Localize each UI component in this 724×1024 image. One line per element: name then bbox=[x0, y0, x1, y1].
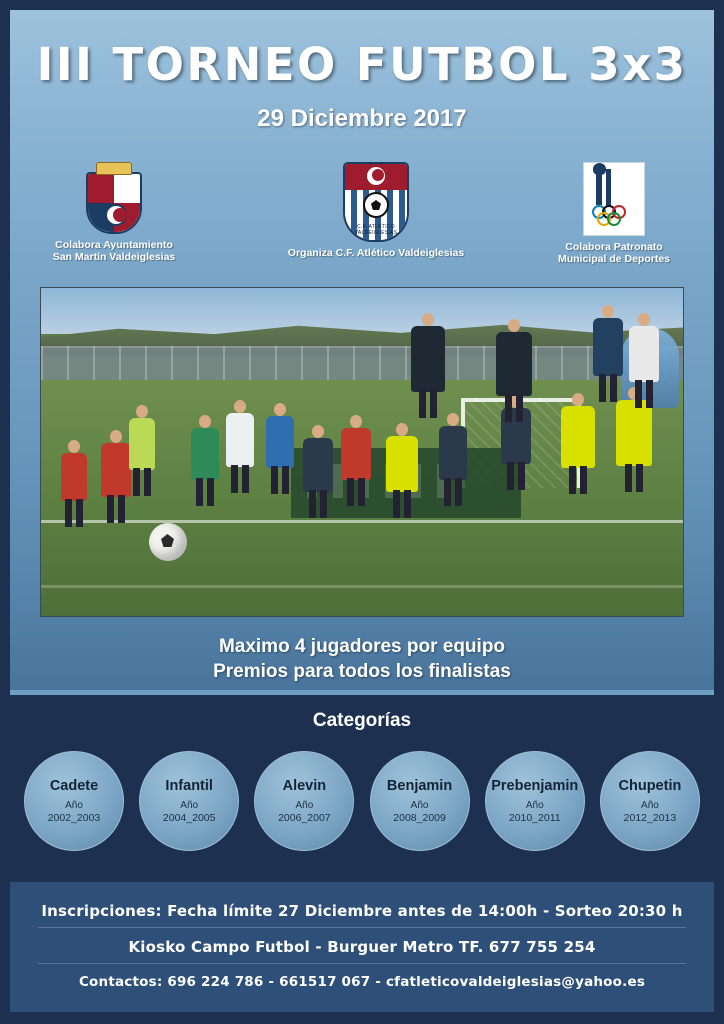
category-years: 2002_2003 bbox=[47, 811, 101, 824]
category-years: 2008_2009 bbox=[393, 811, 446, 824]
footer-divider bbox=[38, 963, 686, 964]
categories-heading: Categorías bbox=[312, 710, 412, 731]
sponsor-patronato bbox=[524, 162, 704, 265]
category-year-label: Año bbox=[180, 799, 199, 811]
category-year-label: Año bbox=[641, 799, 659, 811]
category-years: 2012_2013 bbox=[623, 811, 677, 824]
patronato-caption-line2: Municipal de Deportes bbox=[557, 253, 671, 265]
category-name: Infantil bbox=[165, 777, 213, 794]
frame-top bbox=[0, 0, 724, 10]
category-name: Alevin bbox=[282, 777, 327, 794]
category-year-label: Año bbox=[410, 799, 429, 811]
club-crest-icon bbox=[343, 162, 409, 242]
tournament-photo bbox=[40, 287, 684, 617]
football-icon bbox=[149, 523, 187, 561]
footer bbox=[10, 882, 714, 1012]
frame-left bbox=[0, 0, 10, 1024]
olympic-rings-icon bbox=[583, 162, 645, 236]
sponsor-ayuntamiento bbox=[24, 162, 204, 263]
sponsor-caption-line2: San Martín Valdeiglesias bbox=[52, 251, 176, 263]
registration-info: Inscripciones: Fecha límite 27 Diciembre antes de 14:00h - Sorteo 20:30 h bbox=[41, 902, 683, 920]
coat-of-arms-icon bbox=[86, 162, 142, 234]
crest-text: C.F. ATLETICO VALDEIGLESIAS bbox=[354, 224, 398, 236]
category-benjamin bbox=[370, 751, 470, 851]
category-years: 2004_2005 bbox=[162, 811, 216, 824]
page-title: III TORNEO FUTBOL 3x3 bbox=[36, 38, 688, 91]
categories-list bbox=[24, 751, 700, 855]
category-year-label: Año bbox=[295, 799, 314, 811]
category-infantil bbox=[139, 751, 239, 851]
contact-info: Contactos: 696 224 786 - 661517 067 - cfatleticovaldeiglesias@yahoo.es bbox=[78, 974, 646, 990]
location-info: Kiosko Campo Futbol - Burguer Metro TF. 677 755 254 bbox=[128, 938, 596, 956]
category-years: 2006_2007 bbox=[278, 811, 331, 824]
event-date: 29 Diciembre 2017 bbox=[257, 105, 467, 132]
categories-panel bbox=[10, 695, 714, 882]
category-cadete bbox=[24, 751, 124, 851]
rules-line-1: Maximo 4 jugadores por equipo bbox=[218, 636, 506, 657]
sponsor-logos bbox=[14, 162, 710, 282]
category-years: 2010_2011 bbox=[508, 811, 561, 824]
tournament-rules bbox=[0, 634, 724, 684]
frame-bottom bbox=[0, 1012, 724, 1024]
category-alevin bbox=[254, 751, 354, 851]
rules-line-2: Premios para todos los finalistas bbox=[213, 661, 511, 682]
category-year-label: Año bbox=[525, 799, 544, 811]
sponsor-caption-line1: Colabora Ayuntamiento bbox=[55, 239, 173, 251]
category-prebenjamin bbox=[485, 751, 585, 851]
category-name: Chupetin bbox=[618, 777, 682, 794]
footer-divider bbox=[38, 927, 686, 928]
category-name: Cadete bbox=[49, 777, 99, 794]
organizer-caption: Organiza C.F. Atlético Valdeiglesias bbox=[287, 247, 465, 259]
category-year-label: Año bbox=[65, 799, 83, 811]
organizer-club bbox=[286, 162, 466, 259]
patronato-caption-line1: Colabora Patronato bbox=[565, 241, 663, 253]
category-chupetin bbox=[600, 751, 700, 851]
category-name: Benjamin bbox=[386, 777, 453, 794]
category-name: Prebenjamin bbox=[491, 777, 579, 794]
frame-right bbox=[714, 0, 724, 1024]
